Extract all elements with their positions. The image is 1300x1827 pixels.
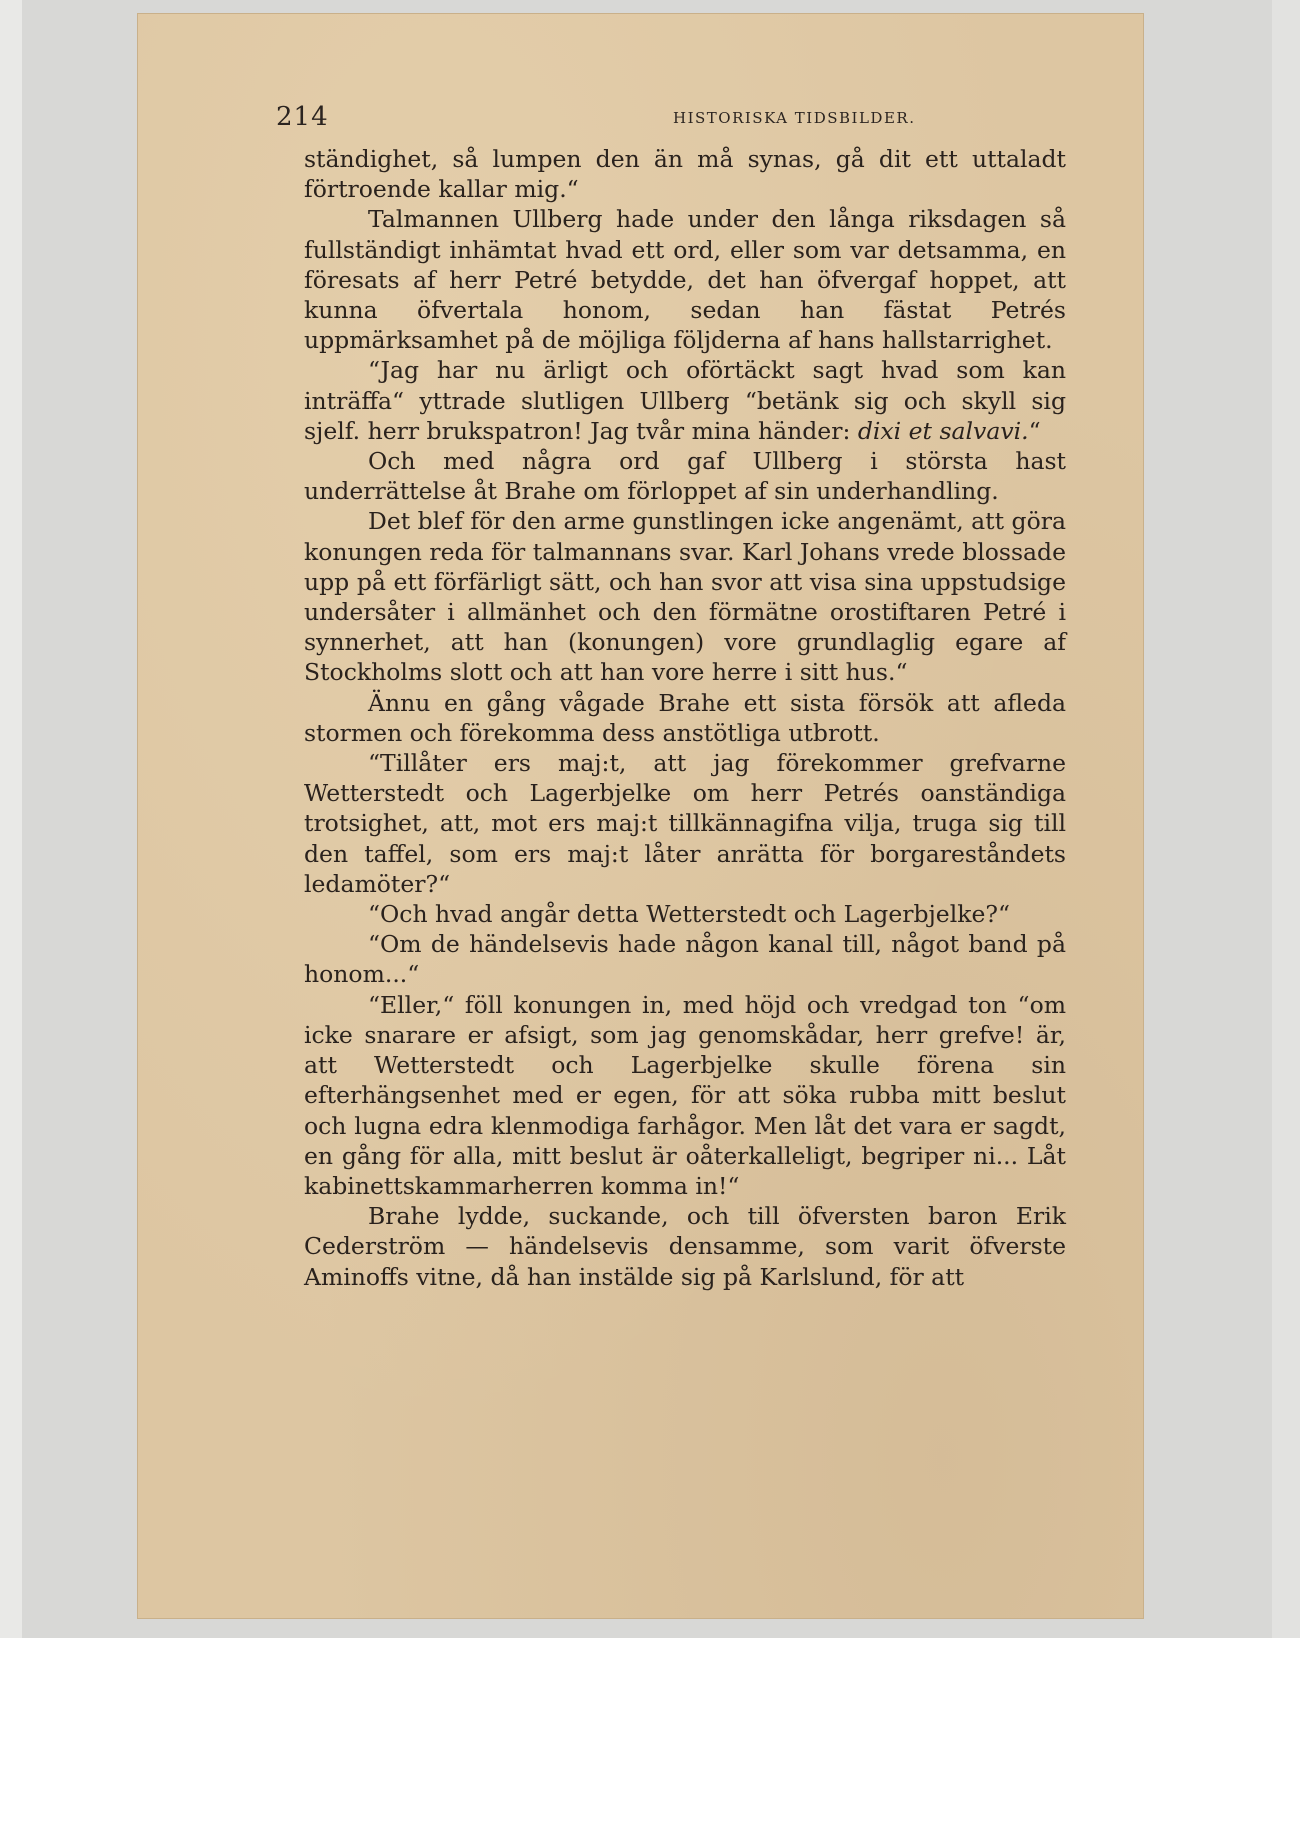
scan-margin-right	[1272, 0, 1300, 1638]
page-number: 214	[276, 102, 329, 132]
paragraph: Och med några ord gaf Ullberg i största hast underrättelse åt Brahe om förloppet af sin underhandling.	[304, 447, 1066, 506]
paragraph: “Om de händelsevis hade någon kanal till, något band på honom...“	[304, 930, 1066, 989]
scan-background-bottom	[0, 1638, 1300, 1827]
paragraph: “Och hvad angår detta Wetterstedt och Lagerbjelke?“	[368, 900, 1010, 929]
paragraph-with-latin	[304, 355, 1066, 446]
scan-margin-left	[0, 0, 22, 1638]
paragraph: “Eller,“ föll konungen in, med höjd och vredgad ton “om icke snarare er afsigt, som jag genomskådar, herr grefve! är, att Wetterstedt och Lagerbjelke skulle förena sin efterhängsenhet med er egen, för att söka rubba mitt beslut och lugna edra klenmodiga farhågor. Men låt det vara er sagdt, en gång för alla, mitt beslut är oåterkalleligt, begriper ni... Låt kabinettskammarherren komma in!“	[304, 990, 1066, 1200]
paragraph: “Tillåter ers maj:t, att jag förekommer grefvarne Wetterstedt och Lagerbjelke om herr Petrés oanständiga trotsighet, att, mot ers maj:t tillkännagifna vilja, truga sig till den taffel, som ers maj:t låter anrätta för borgareståndets ledamöter?“	[304, 749, 1066, 898]
latin-phrase: dixi et salvavi.	[857, 416, 1029, 445]
paragraph: Ännu en gång vågade Brahe ett sista försök att afleda stormen och förekomma dess anstötliga utbrott.	[304, 688, 1066, 747]
body-text	[304, 144, 1066, 1292]
paragraph: Talmannen Ullberg hade under den långa riksdagen så fullständigt inhämtat hvad ett ord, eller som var detsamma, en föresats af herr Petré betydde, det han öfvergaf hoppet, att kunna öfvertala honom, sedan han fästat Petrés uppmärksamhet på de möjliga följderna af hans hallstarrighet.	[304, 205, 1066, 355]
paragraph: Brahe lydde, suckande, och till öfversten baron Erik Cederström — händelsevis densamme, som varit öfverste Aminoffs vitne, då han instälde sig på Karlslund, för att	[304, 1202, 1066, 1291]
paragraph-text: “Jag har nu ärligt och oförtäckt sagt hvad som kan inträffa“ yttrade slutligen Ullberg “betänk sig och skyll sig sjelf. herr brukspatron! Jag tvår mina händer:	[304, 356, 1066, 445]
paragraph: ständighet, så lumpen den än må synas, gå dit ett uttaladt förtroende kallar mig.“	[304, 145, 1066, 204]
closing-quote: “	[1028, 416, 1041, 445]
running-title: HISTORISKA TIDSBILDER.	[673, 109, 916, 127]
paragraph: Det blef för den arme gunstlingen icke angenämt, att göra konungen reda för talmannans svar. Karl Johans vrede blossade upp på ett förfärligt sätt, och han svor att visa sina uppstudsige undersåter i allmänhet och den förmätne orostiftaren Petré i synnerhet, att han (konungen) vore grundlaglig egare af Stockholms slott och att han vore herre i sitt hus.“	[304, 507, 1066, 687]
